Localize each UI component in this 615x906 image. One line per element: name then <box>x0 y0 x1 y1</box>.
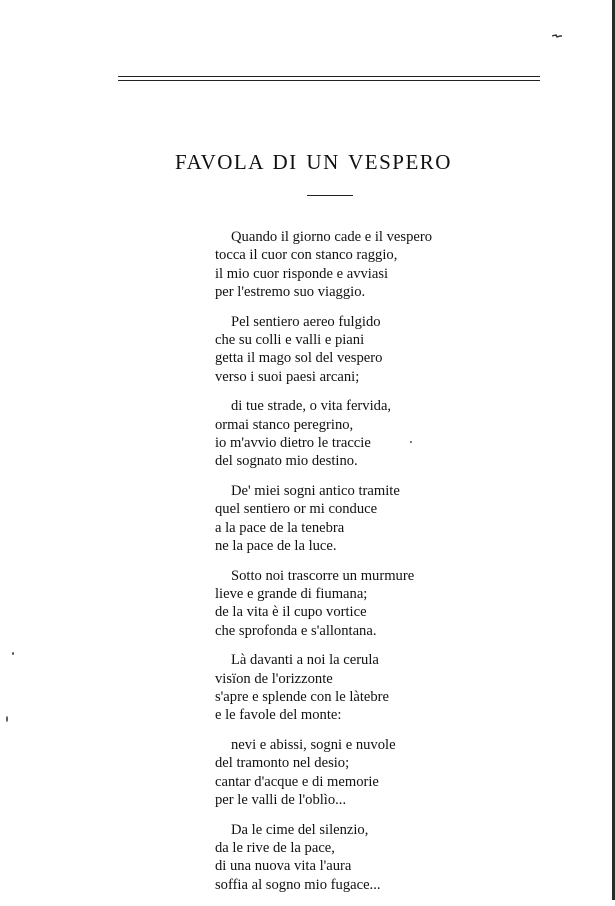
poem-line: io m'avvio dietro le traccie <box>215 434 371 451</box>
poem-line: nevi e abissi, sogni e nuvole <box>231 737 396 754</box>
poem-line: s'apre e splende con le làtebre <box>215 689 390 706</box>
poem-line: soffia al sogno mio fugace... <box>215 876 381 893</box>
stanza <box>215 567 595 640</box>
poem-line: il mio cuor risponde e avviasi <box>215 265 389 282</box>
poem-line: De' miei sogni antico tramite <box>231 483 400 500</box>
poem-line: che sprofonda e s'allontana. <box>215 622 377 639</box>
poem-line: per le valli de l'oblìo... <box>215 792 347 809</box>
poem-line: ne la pace de la luce. <box>215 537 337 554</box>
poem-line: lieve e grande di fiumana; <box>215 586 368 603</box>
stanza <box>215 228 595 301</box>
poem-line: ormai stanco peregrino, <box>215 416 354 433</box>
poem-line: a la pace de la tenebra <box>215 519 345 536</box>
poem-line: visïon de l'orizzonte <box>215 670 333 687</box>
poem-line: di tue strade, o vita fervida, <box>231 398 392 415</box>
poem-line: Pel sentiero aereo fulgido <box>231 313 381 330</box>
stanza <box>215 651 595 724</box>
poem-line: Sotto noi trascorre un murmure <box>231 567 415 584</box>
stanza <box>215 736 595 809</box>
poem-line: del sognato mio destino. <box>215 453 358 470</box>
poem-line: cantar d'acque e di memorie <box>215 773 379 790</box>
poem-title: FAVOLA DI UN VESPERO <box>175 150 452 174</box>
poem-line: Da le cime del silenzio, <box>231 821 369 838</box>
poem-line: che su colli e valli e piani <box>215 331 365 348</box>
stanza <box>215 482 595 555</box>
poem-line: e le favole del monte: <box>215 707 342 724</box>
header-rule-bottom <box>118 80 540 81</box>
title-ornament-rule <box>307 195 353 196</box>
poem-line: getta il mago sol del vespero <box>215 350 383 367</box>
poem-line: tocca il cuor con stanco raggio, <box>215 247 398 264</box>
paper-speck <box>6 716 8 722</box>
poem-line: del tramonto nel desio; <box>215 755 350 772</box>
paper-speck <box>410 441 412 443</box>
poem-line: de la vita è il cupo vortice <box>215 604 367 621</box>
stanza <box>215 397 595 470</box>
stanza <box>215 821 595 894</box>
paper-speck <box>12 652 14 655</box>
header-rule-top <box>118 76 540 77</box>
poem-line: di una nuova vita l'aura <box>215 858 352 875</box>
poem-line: da le rive de la pace, <box>215 840 335 857</box>
poem-line: Là davanti a noi la cerula <box>231 652 379 669</box>
poem-line: quel sentiero or mi conduce <box>215 501 378 518</box>
poem-line: per l'estremo suo viaggio. <box>215 283 366 300</box>
poem-line: verso i suoi paesi arcani; <box>215 368 360 385</box>
poem-line: Quando il giorno cade e il vespero <box>231 229 433 245</box>
poem-body <box>215 228 595 906</box>
stanza <box>215 313 595 386</box>
corner-ink-mark <box>551 33 563 39</box>
